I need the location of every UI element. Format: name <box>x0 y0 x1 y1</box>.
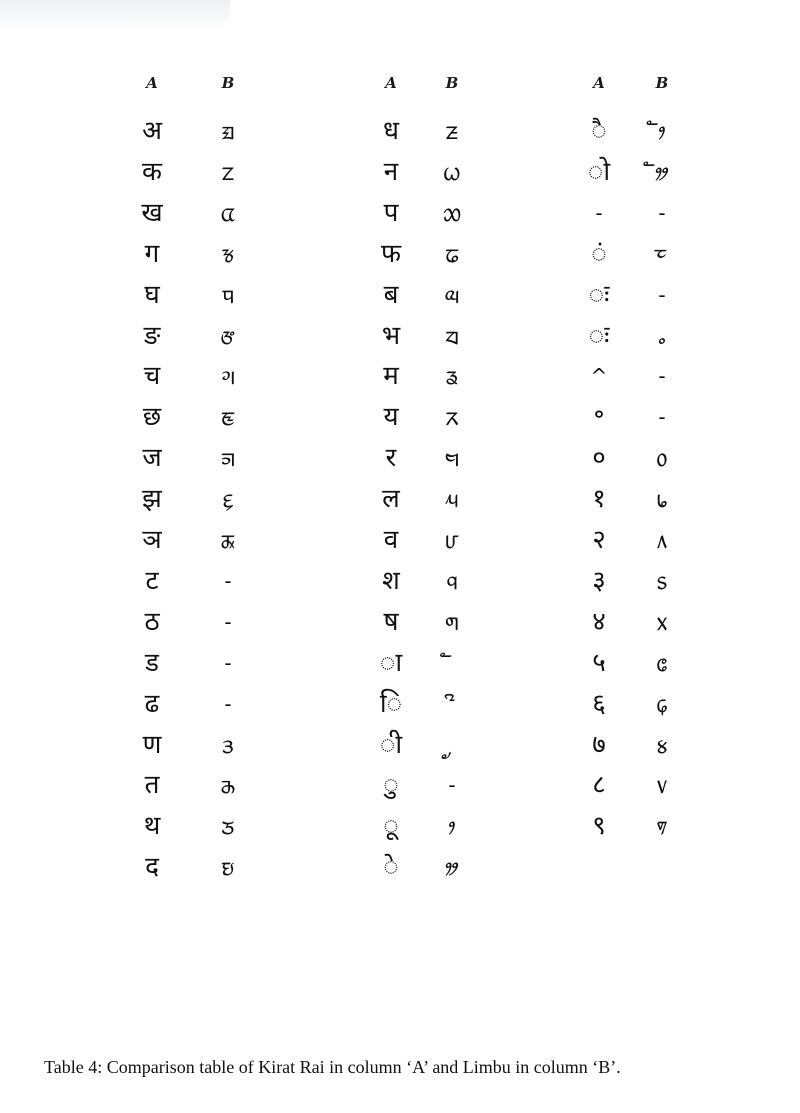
glyph-cell-a <box>122 806 182 846</box>
glyph: झ <box>142 484 162 515</box>
glyph-cell-a <box>122 520 182 560</box>
glyph: ᥊ <box>656 606 668 637</box>
glyph: ठ <box>144 606 160 637</box>
glyph-cell-b <box>198 356 258 396</box>
header-a-group-3: A <box>593 74 605 92</box>
glyph: ४ <box>592 606 606 637</box>
glyph-cell-b <box>632 356 692 396</box>
glyph-cell-b <box>632 520 692 560</box>
glyph: ᥆ <box>656 443 668 474</box>
top-shadow <box>0 0 230 30</box>
glyph-cell-a <box>361 234 421 274</box>
header-a-group-1: A <box>146 74 158 92</box>
glyph-cell-a <box>569 520 629 560</box>
glyph: ᤊ <box>220 525 236 555</box>
glyph-cell-b <box>632 684 692 724</box>
glyph-cell-a <box>122 765 182 805</box>
glyph: ु <box>383 770 399 801</box>
glyph: - <box>595 200 603 225</box>
glyph-cell-a <box>122 479 182 519</box>
glyph: ᤇ <box>220 402 236 433</box>
glyph: ३ <box>592 565 606 596</box>
glyph-cell-b <box>422 193 482 233</box>
glyph: ो <box>587 156 611 187</box>
glyph: ष <box>383 606 399 637</box>
glyph-cell-a <box>122 684 182 724</box>
glyph-cell-a <box>361 152 421 192</box>
glyph: ᤌ <box>220 770 236 801</box>
glyph-cell-b <box>632 193 692 233</box>
glyph-cell-b <box>198 725 258 765</box>
glyph: ᤖ <box>445 402 459 433</box>
glyph-cell-b <box>632 602 692 642</box>
glyph-cell-b <box>198 847 258 887</box>
glyph-cell-a <box>122 725 182 765</box>
glyph: ᤔ <box>445 320 459 351</box>
glyph-cell-b <box>422 806 482 846</box>
glyph: ᤍ <box>221 811 235 842</box>
glyph-cell-a <box>569 234 629 274</box>
glyph-cell-a <box>361 275 421 315</box>
glyph: च <box>143 361 161 392</box>
glyph-cell-a <box>569 602 629 642</box>
glyph-cell-b <box>422 684 482 724</box>
glyph-cell-a <box>361 193 421 233</box>
glyph: श <box>382 565 400 596</box>
glyph-cell-a <box>122 111 182 151</box>
glyph-cell-a <box>569 725 629 765</box>
glyph-cell-b <box>198 111 258 151</box>
glyph-cell-b <box>198 316 258 356</box>
glyph: ᥌ <box>656 688 668 719</box>
glyph: ं <box>591 238 607 269</box>
glyph: ः <box>588 320 610 351</box>
glyph: ब <box>383 279 399 310</box>
glyph-cell-b <box>422 234 482 274</box>
glyph: ᤏ <box>445 116 459 146</box>
glyph-cell-b <box>422 725 482 765</box>
glyph: ^ <box>590 364 608 389</box>
glyph: - <box>658 200 666 225</box>
glyph-cell-b <box>198 275 258 315</box>
glyph: ा <box>379 647 403 678</box>
glyph: - <box>224 650 232 675</box>
glyph-cell-b <box>422 479 482 519</box>
glyph: - <box>224 691 232 716</box>
glyph-cell-b <box>198 193 258 233</box>
glyph-cell-b <box>422 602 482 642</box>
glyph: य <box>383 402 399 433</box>
glyph-cell-b <box>632 397 692 437</box>
glyph-cell-b <box>422 438 482 478</box>
glyph: ᤑ <box>443 197 461 228</box>
glyph-cell-a <box>361 316 421 356</box>
glyph-cell-b <box>632 234 692 274</box>
glyph: ᤚ <box>446 565 458 596</box>
glyph: ९ <box>592 811 606 842</box>
glyph: ै <box>591 116 607 146</box>
glyph-cell-b <box>198 561 258 601</box>
glyph-cell-a <box>361 479 421 519</box>
glyph-cell-a <box>569 643 629 683</box>
glyph: फ <box>380 238 402 269</box>
glyph: ᤄ <box>222 279 234 310</box>
glyph: र <box>385 443 397 474</box>
glyph: ू <box>383 811 399 842</box>
glyph-cell-b <box>422 397 482 437</box>
header-b-group-2: B <box>445 74 459 92</box>
glyph-cell-b <box>632 561 692 601</box>
glyph: ᤣ <box>448 811 456 842</box>
glyph-cell-a <box>569 806 629 846</box>
header-b-group-1: B <box>221 74 235 92</box>
glyph: ᤃ <box>221 238 235 269</box>
glyph-cell-b <box>422 275 482 315</box>
glyph: - <box>224 609 232 634</box>
glyph-cell-a <box>569 275 629 315</box>
glyph-cell-a <box>361 847 421 887</box>
glyph: म <box>383 361 399 392</box>
glyph-cell-b <box>632 725 692 765</box>
glyph: थ <box>143 811 161 842</box>
glyph: - <box>658 364 666 389</box>
glyph: ᤘ <box>445 484 459 515</box>
table-caption: Table 4: Comparison table of Kirat Rai in column ‘A’ and Limbu in column ‘B’. <box>44 1057 621 1077</box>
glyph: ᤈ <box>220 443 236 474</box>
glyph-cell-a <box>361 806 421 846</box>
glyph: ॰ <box>593 402 605 433</box>
glyph-cell-b <box>198 479 258 519</box>
glyph: े <box>383 852 399 883</box>
glyph-cell-a <box>361 765 421 805</box>
glyph-cell-a <box>361 438 421 478</box>
glyph-cell-b <box>422 765 482 805</box>
glyph: ि <box>379 688 403 719</box>
glyph-cell-a <box>361 561 421 601</box>
glyph: ञ <box>142 525 162 555</box>
glyph: ᤕ <box>446 361 458 392</box>
glyph: ᤱ <box>658 320 666 351</box>
glyph-cell-b <box>422 520 482 560</box>
glyph-cell-b <box>422 561 482 601</box>
glyph: ᤅ <box>220 320 236 351</box>
glyph: ᥇ <box>656 484 668 515</box>
glyph: ट <box>145 565 159 596</box>
glyph: - <box>448 773 456 798</box>
glyph: व <box>383 525 399 555</box>
glyph: ᤤ <box>445 852 459 883</box>
glyph: त <box>144 770 160 801</box>
glyph-cell-a <box>122 643 182 683</box>
glyph-cell-a <box>361 356 421 396</box>
glyph-cell-b <box>198 397 258 437</box>
glyph: भ <box>381 320 401 351</box>
glyph: ᤓ <box>444 279 460 310</box>
glyph-cell-a <box>569 438 629 478</box>
glyph: ᤐ <box>443 156 461 187</box>
glyph: न <box>383 156 399 187</box>
glyph-cell-a <box>361 684 421 724</box>
glyph: ᤥ <box>658 116 666 146</box>
glyph: ग <box>144 238 160 269</box>
glyph: ᥉ <box>656 565 668 596</box>
glyph-cell-a <box>122 234 182 274</box>
glyph-cell-b <box>198 643 258 683</box>
glyph: ७ <box>592 729 606 760</box>
glyph-cell-a <box>122 275 182 315</box>
glyph-cell-a <box>122 847 182 887</box>
glyph-cell-b <box>632 806 692 846</box>
glyph-cell-a <box>569 684 629 724</box>
glyph-cell-b <box>632 111 692 151</box>
glyph-cell-a <box>569 152 629 192</box>
glyph: २ <box>592 525 606 555</box>
glyph: ८ <box>592 770 606 801</box>
glyph-cell-a <box>569 193 629 233</box>
glyph-cell-a <box>569 316 629 356</box>
glyph: ण <box>142 729 162 760</box>
glyph-cell-b <box>198 234 258 274</box>
glyph: ᥏ <box>656 811 668 842</box>
glyph-cell-b <box>422 316 482 356</box>
glyph: ᤁ <box>221 156 235 187</box>
glyph-cell-b <box>198 602 258 642</box>
glyph-cell-a <box>361 643 421 683</box>
glyph: ङ <box>143 320 161 351</box>
glyph-cell-a <box>122 316 182 356</box>
glyph-cell-b <box>632 275 692 315</box>
glyph: ᤦ <box>655 156 669 187</box>
glyph: क <box>142 156 162 187</box>
glyph-cell-a <box>122 356 182 396</box>
glyph: ी <box>379 729 403 760</box>
glyph: ᤙ <box>445 525 459 555</box>
glyph: ᤛ <box>445 606 459 637</box>
glyph-cell-a <box>122 193 182 233</box>
glyph-cell-a <box>122 397 182 437</box>
glyph: ५ <box>592 647 606 678</box>
glyph: ᤎ <box>221 852 235 883</box>
glyph: ० <box>592 443 606 474</box>
glyph-cell-a <box>122 438 182 478</box>
glyph: ः <box>588 279 610 310</box>
glyph: ध <box>383 116 399 146</box>
glyph-cell-b <box>422 356 482 396</box>
glyph-cell-b <box>198 438 258 478</box>
glyph: घ <box>144 279 160 310</box>
glyph-cell-a <box>569 561 629 601</box>
glyph-cell-a <box>569 356 629 396</box>
glyph-cell-a <box>122 561 182 601</box>
glyph: ᤀ <box>221 116 235 146</box>
glyph-cell-b <box>422 111 482 151</box>
glyph-cell-b <box>632 765 692 805</box>
glyph: ᤗ <box>445 443 459 474</box>
glyph-cell-b <box>632 316 692 356</box>
glyph: छ <box>142 402 162 433</box>
header-b-group-3: B <box>655 74 669 92</box>
glyph: ᥈ <box>656 525 668 555</box>
glyph: द <box>145 852 159 883</box>
glyph-cell-a <box>569 765 629 805</box>
glyph-cell-b <box>632 438 692 478</box>
glyph: ᥎ <box>656 770 668 801</box>
glyph: प <box>383 197 399 228</box>
glyph-cell-a <box>122 152 182 192</box>
glyph-cell-b <box>198 765 258 805</box>
glyph: ᤉ <box>222 484 234 515</box>
glyph-cell-b <box>632 479 692 519</box>
glyph-cell-b <box>422 847 482 887</box>
glyph: ६ <box>592 688 606 719</box>
glyph: ᤂ <box>220 197 235 228</box>
glyph: - <box>224 568 232 593</box>
glyph-cell-a <box>569 479 629 519</box>
glyph-cell-a <box>569 397 629 437</box>
glyph: - <box>658 405 666 430</box>
glyph-cell-a <box>361 111 421 151</box>
glyph: १ <box>592 484 606 515</box>
glyph: ख <box>141 197 163 228</box>
glyph-cell-a <box>361 397 421 437</box>
glyph-cell-a <box>569 111 629 151</box>
glyph-cell-a <box>122 602 182 642</box>
glyph: - <box>658 282 666 307</box>
header-a-group-2: A <box>385 74 397 92</box>
glyph-cell-a <box>361 725 421 765</box>
glyph: ᥍ <box>656 729 668 760</box>
glyph: अ <box>142 116 162 146</box>
glyph-cell-b <box>198 152 258 192</box>
glyph: ᤋ <box>222 729 234 760</box>
glyph-cell-b <box>198 520 258 560</box>
glyph: ᥋ <box>656 647 668 678</box>
glyph: ल <box>382 484 400 515</box>
glyph-cell-a <box>361 602 421 642</box>
glyph-cell-a <box>361 520 421 560</box>
glyph: ᤡ <box>449 688 455 719</box>
glyph: ज <box>142 443 162 474</box>
glyph: ᤆ <box>221 361 235 392</box>
glyph-cell-b <box>632 152 692 192</box>
glyph-cell-b <box>198 684 258 724</box>
glyph-cell-b <box>422 643 482 683</box>
glyph: ᤰ <box>656 238 668 269</box>
glyph: ढ <box>144 688 160 719</box>
glyph-cell-b <box>198 806 258 846</box>
glyph: ᤒ <box>445 238 459 269</box>
glyph-cell-b <box>632 643 692 683</box>
glyph-cell-b <box>422 152 482 192</box>
glyph: ड <box>145 647 159 678</box>
